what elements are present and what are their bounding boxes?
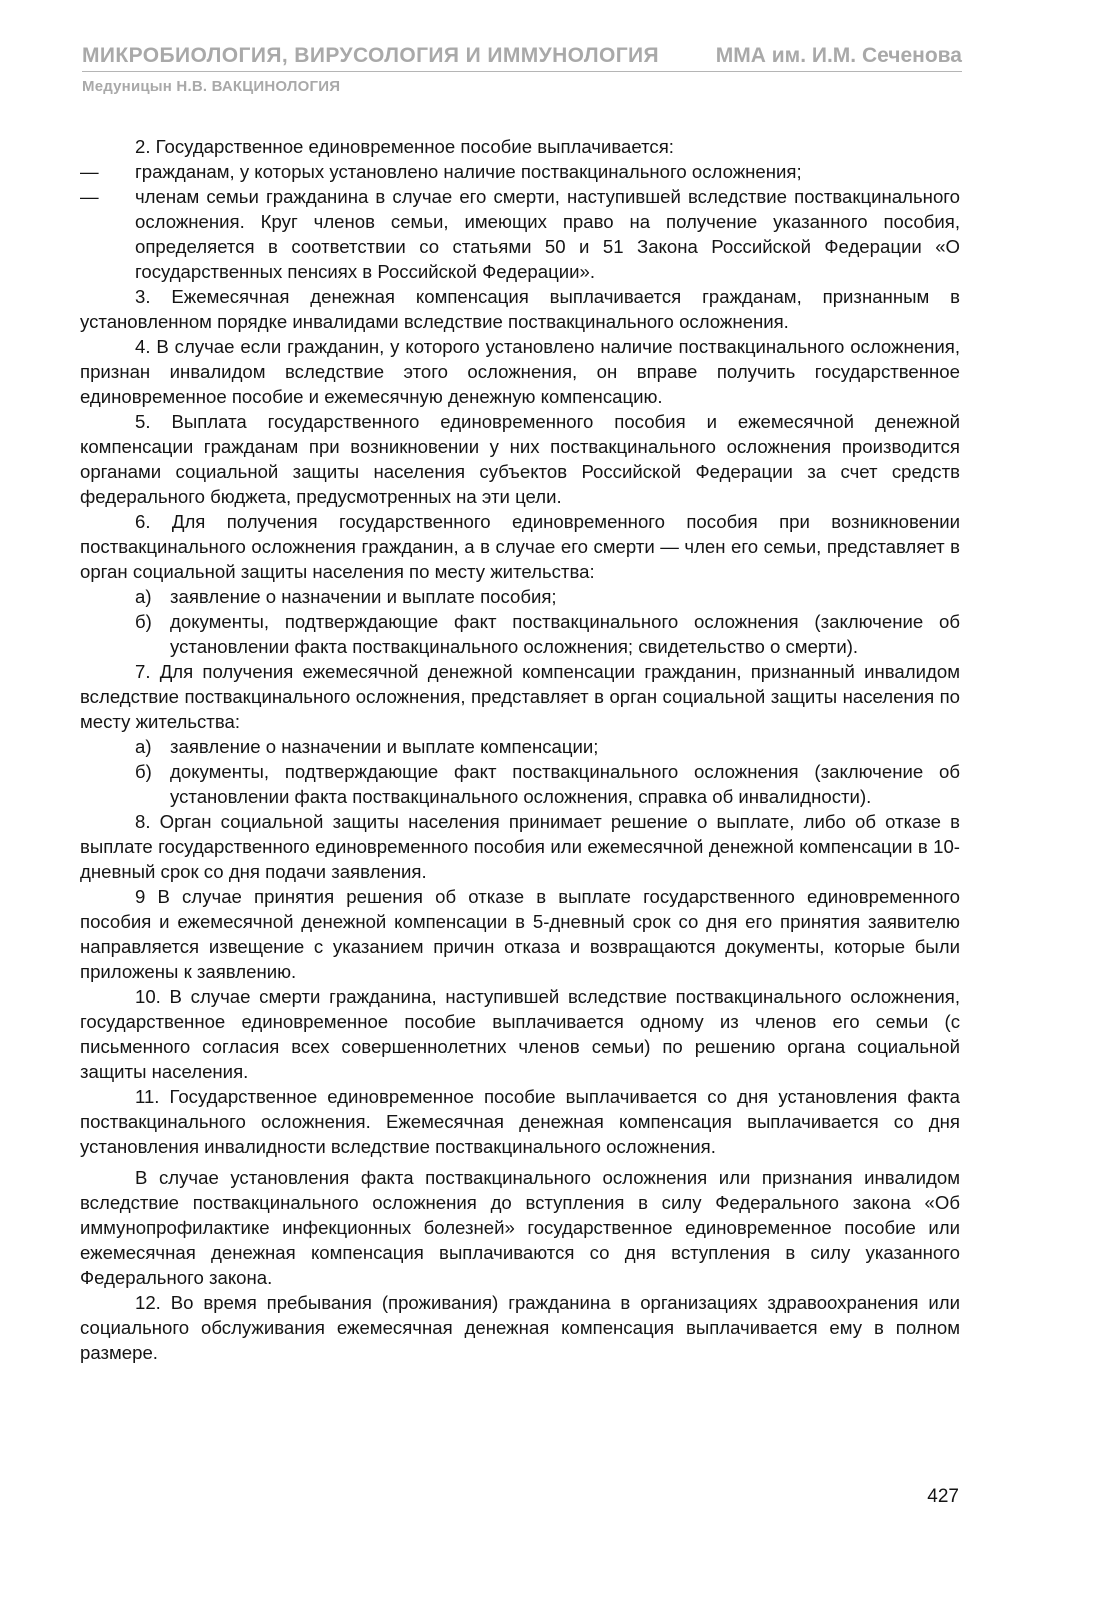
dash-list-item: — гражданам, у которых установлено наличие поствакцинального осложнения; (80, 159, 960, 184)
paragraph: 5. Выплата государственного единовременного пособия и ежемесячной денежной компенсации гражданам при возникновении у них поствакцинального осложнения производится органами социальной защиты населения субъектов Российской Федерации за счет средств федерального бюджета, предусмотренных на эти цели. (80, 411, 960, 507)
lettered-list-item (80, 584, 960, 609)
list-item-text: заявление о назначении и выплате компенсации; (170, 736, 599, 757)
page-number: 427 (927, 1486, 959, 1507)
paragraph: 9 В случае принятия решения об отказе в выплате государственного единовременного пособия и ежемесячной денежной компенсации в 5-дневный срок со дня его принятия заявителю направляется извещение с указанием причин отказа и возвращаются документы, которые были приложены к заявлению. (80, 886, 960, 982)
list-item-text: документы, подтверждающие факт поствакцинального осложнения (заключение об установлении факта поствакцинального осложнения; свидетельство о смерти). (170, 611, 960, 657)
header-row (82, 44, 962, 72)
list-item-label: б) (135, 611, 152, 632)
paragraph: 11. Государственное единовременное пособие выплачивается со дня установления факта поствакцинального осложнения. Ежемесячная денежная компенсация выплачивается со дня установления инвалидности вследствие поствакцинального осложнения. (80, 1086, 960, 1157)
paragraph: 8. Орган социальной защиты населения принимает решение о выплате, либо об отказе в выплате государственного единовременного пособия или ежемесячной денежной компенсации в 10-дневный срок со дня подачи заявления. (80, 811, 960, 882)
book-title: МИКРОБИОЛОГИЯ, ВИРУСОЛОГИЯ И ИММУНОЛОГИЯ (82, 44, 660, 67)
paragraph: 4. В случае если гражданин, у которого установлено наличие поствакцинального осложнения, признан инвалидом вследствие этого осложнения, он вправе получить государственное единовременное пособие и ежемесячную денежную компенсацию. (80, 336, 960, 407)
list-item-text: документы, подтверждающие факт поствакцинального осложнения (заключение об установлении факта поствакцинального осложнения, справка об инвалидности). (170, 761, 960, 807)
running-header (82, 44, 962, 95)
list-item-label: а) (135, 586, 152, 607)
paragraph: 10. В случае смерти гражданина, наступившей вследствие поствакцинального осложнения, государственное единовременное пособие выплачивается одному из членов его семьи (с письменного согласия всех совершеннолетних членов семьи) по решению органа социальной защиты населения. (80, 986, 960, 1082)
paragraph: 12. Во время пребывания (проживания) гражданина в организациях здравоохранения или социального обслуживания ежемесячная денежная компенсация выплачивается ему в полном размере. (80, 1292, 960, 1363)
dash-list-item: — членам семьи гражданина в случае его смерти, наступившей вследствие поствакцинального осложнения. Круг членов семьи, имеющих право на получение указанного пособия, определяется в соответствии со статьями 50 и 51 Закона Российской Федерации «О государственных пенсиях в Российской Федерации». (80, 184, 960, 284)
list-item-label: а) (135, 736, 152, 757)
paragraph: 2. Государственное единовременное пособие выплачивается: (135, 136, 674, 157)
page-body-text (80, 134, 960, 1365)
lettered-list-item (80, 759, 960, 809)
institution-name: ММА им. И.М. Сеченова (715, 44, 962, 67)
paragraph: 6. Для получения государственного единовременного пособия при возникновении поствакцинального осложнения гражданин, а в случае его смерти — член его семьи, представляет в орган социальной защиты населения по месту жительства: (80, 511, 960, 582)
lettered-list-item (80, 734, 960, 759)
list-item-text: заявление о назначении и выплате пособия; (170, 586, 557, 607)
author-subtitle: Медуницын Н.В. ВАКЦИНОЛОГИЯ (82, 78, 341, 95)
paragraph: В случае установления факта поствакцинального осложнения или признания инвалидом вследствие поствакцинального осложнения до вступления в силу Федерального закона «Об иммунопрофилактике инфекционных болезней» государственное единовременное пособие или ежемесячная денежная компенсация выплачиваются со дня вступления в силу указанного Федерального закона. (80, 1167, 960, 1288)
lettered-list-item (80, 609, 960, 659)
paragraph: 3. Ежемесячная денежная компенсация выплачивается гражданам, признанным в установленном порядке инвалидами вследствие поствакцинального осложнения. (80, 286, 960, 332)
paragraph: 7. Для получения ежемесячной денежной компенсации гражданин, признанный инвалидом вследствие поствакцинального осложнения, представляет в орган социальной защиты населения по месту жительства: (80, 661, 960, 732)
list-item-label: б) (135, 761, 152, 782)
